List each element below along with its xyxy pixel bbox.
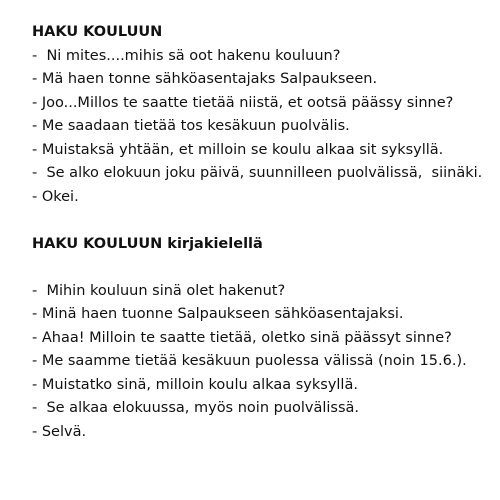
dialogue-line: - Me saadaan tietää tos kesäkuun puolvälis.	[32, 118, 350, 134]
dialogue-line: - Okei.	[32, 188, 79, 205]
dialogue-line: - Me saamme tietää kesäkuun puolessa välissä (noin 15.6.).	[32, 353, 467, 369]
section-title-standard: HAKU KOULUUN kirjakielellä	[32, 235, 263, 252]
dialogue-line: - Se alkaa elokuussa, myös noin puolvälissä.	[32, 400, 360, 416]
dialogue-line: - Selvä.	[32, 423, 87, 440]
document	[32, 21, 492, 444]
dialogue-line: - Mihin kouluun sinä olet hakenut?	[32, 282, 286, 299]
dialogue-line: - Joo...Millos te saatte tietää niistä, et ootsä päässy sinne?	[32, 94, 454, 111]
section-spacer	[32, 256, 492, 280]
dialogue-line: - Minä haen tuonne Salpaukseen sähköasentajaksi.	[32, 306, 404, 322]
dialogue-line: - Mä haen tonne sähköasentajaks Salpaukseen.	[32, 71, 378, 87]
section-title-dialect: HAKU KOULUUN	[32, 24, 163, 40]
dialogue-line: - Muistatko sinä, milloin koulu alkaa syksyllä.	[32, 376, 358, 393]
dialogue-line: - Ahaa! Milloin te saatte tietää, oletko sinä päässyt sinne?	[32, 329, 452, 346]
dialogue-line: - Ni mites....mihis sä oot hakenu kouluun?	[32, 47, 341, 64]
dialogue-line: - Se alko elokuun joku päivä, suunnilleen puolvälissä, siinäki.	[32, 165, 483, 181]
dialogue-line: - Muistaksä yhtään, et milloin se koulu alkaa sit syksyllä.	[32, 141, 444, 158]
section-spacer	[32, 209, 492, 233]
